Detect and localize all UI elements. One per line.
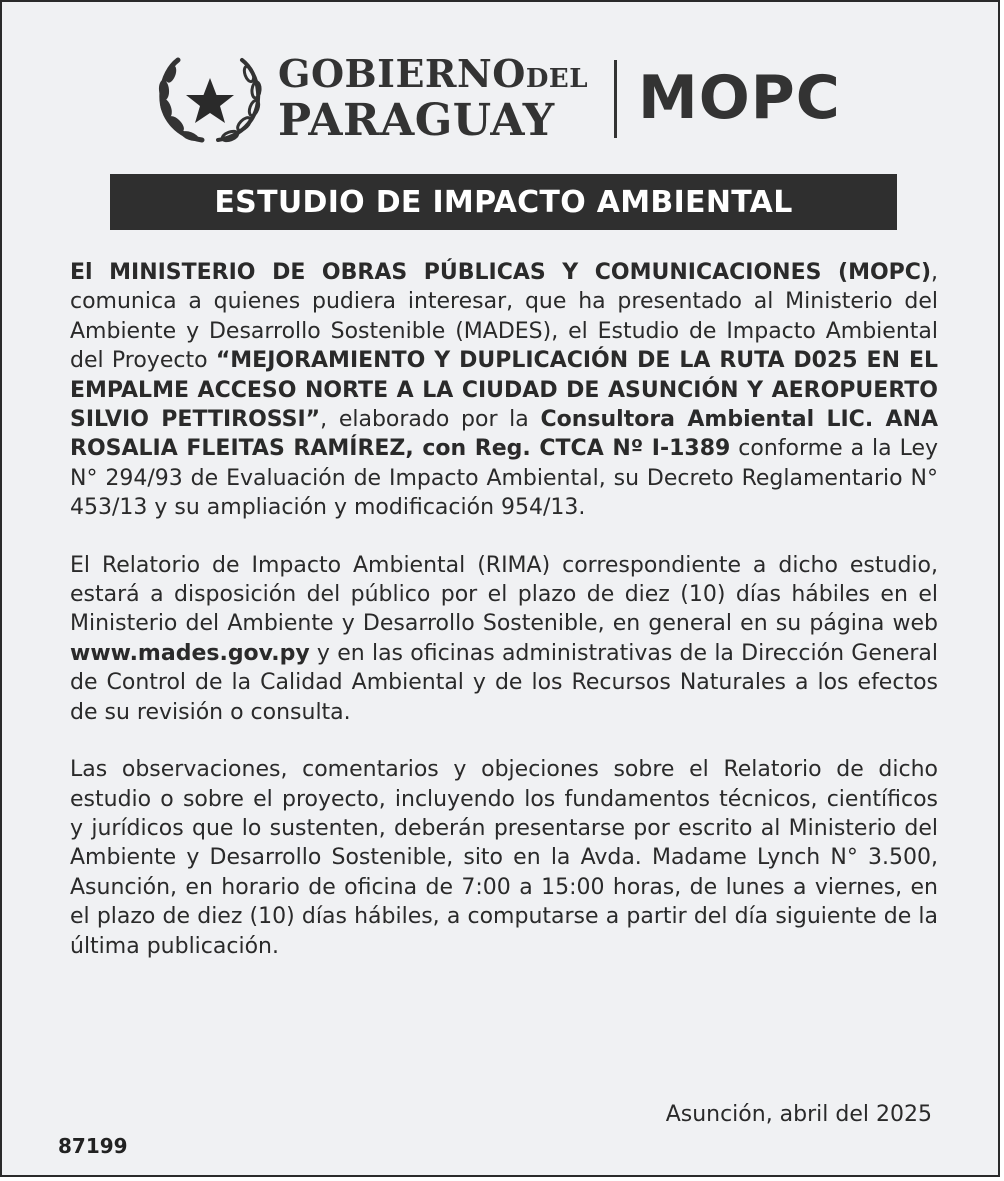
wordmark-del: DEL (525, 64, 588, 94)
rima-text-2: y en las oficinas administrativas de la Dirección General de Control de la Calidad Ambiental y de los Recursos Naturales a los efectos de su revisión o consulta. (70, 640, 938, 725)
paragraph-rima-availability (70, 551, 938, 727)
notice-title-banner: ESTUDIO DE IMPACTO AMBIENTAL (110, 174, 897, 230)
legal-reference-text: conforme a la Ley N° 294/93 de Evaluación de Impacto Ambiental, su Decreto Reglamentario N° 453/13 y su ampliación y modificación 954/13. (70, 436, 938, 521)
reference-number: 87199 (58, 1134, 128, 1158)
announcement-text: , comunica a quienes pudiera interesar, que ha presentado al Ministerio del Ambiente y Desarrollo Sostenible (MADES), el Estudio de Impacto Ambiental del Proyecto (70, 260, 938, 374)
government-wordmark (278, 51, 598, 146)
rima-text: El Relatorio de Impacto Ambiental (RIMA) correspondiente a dicho estudio, estará a disposición del público por el plazo de diez (10) días hábiles en el Ministerio del Ambiente y Desarrollo Sostenible, en general en su página web (70, 552, 938, 637)
wordmark-gobierno: GOBIERNO (278, 51, 526, 96)
consultant-name: Consultora Ambiental LIC. ANA ROSALIA FLEITAS RAMÍREZ, con Reg. CTCA Nº I-1389 (70, 407, 939, 462)
wordmark-paraguay: PARAGUAY (278, 95, 555, 146)
ministry-name: El MINISTERIO DE OBRAS PÚBLICAS Y COMUNICACIONES (MOPC) (70, 260, 931, 285)
agency-logo-text: MOPC (638, 63, 841, 133)
announcement-text-2: , elaborado por la (320, 407, 541, 433)
logo-divider (614, 60, 617, 138)
project-title: “MEJORAMIENTO Y DUPLICACIÓN DE LA RUTA D025 EN EL EMPALME ACCESO NORTE A LA CIUDAD DE ASUNCIÓN Y AEROPUERTO SILVIO PETTIROSSI” (70, 348, 938, 433)
website-address: www.mades.gov.py (70, 640, 310, 666)
place-and-date: Asunción, abril del 2025 (665, 1102, 932, 1127)
paragraph-announcement (70, 258, 938, 523)
notice-body (70, 258, 938, 961)
paragraph-observations: Las observaciones, comentarios y objeciones sobre el Relatorio de dicho estudio o sobre el proyecto, incluyendo los fundamentos técnicos, científicos y jurídicos que lo sustenten, deberán presentarse por escrito al Ministerio del Ambiente y Desarrollo Sostenible, sito en la Avda. Madame Lynch N° 3.500, Asunción, en horario de oficina de 7:00 a 15:00 horas, de lunes a viernes, en el plazo de diez (10) días hábiles, a computarse a partir del día siguiente de la última publicación. (70, 757, 938, 959)
paraguay-star-laurel-emblem-icon (154, 52, 266, 148)
